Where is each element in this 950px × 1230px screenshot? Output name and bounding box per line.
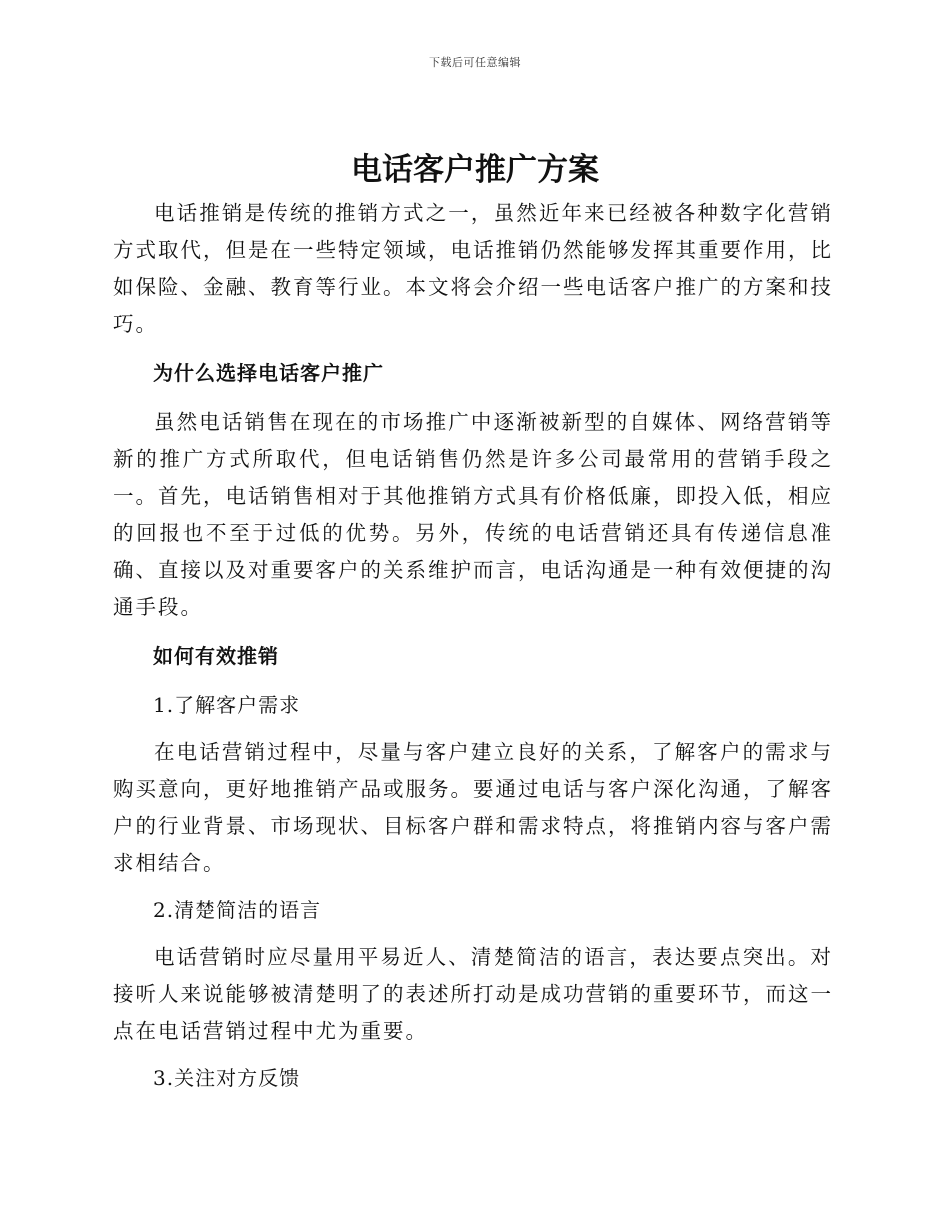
section-heading-why: 为什么选择电话客户推广 <box>153 361 384 385</box>
item-paragraph-2: 电话营销时应尽量用平易近人、清楚简洁的语言，表达要点突出。对接听人来说能够被清楚明了的表述所打动是成功营销的重要环节，而这一点在电话营销过程中尤为重要。 <box>113 945 833 1043</box>
section-heading-how: 如何有效推销 <box>153 644 279 668</box>
document-title: 电话客户推广方案 <box>351 152 599 188</box>
item-title-2: 2.清楚简洁的语言 <box>153 898 322 922</box>
intro-paragraph: 电话推销是传统的推销方式之一，虽然近年来已经被各种数字化营销方式取代，但是在一些特定领域，电话推销仍然能够发挥其重要作用，比如保险、金融、教育等行业。本文将会介绍一些电话客户推广的方案和技巧。 <box>113 201 833 336</box>
document-body <box>113 195 833 1107</box>
section-paragraph-why: 虽然电话销售在现在的市场推广中逐渐被新型的自媒体、网络营销等新的推广方式所取代，但电话销售仍然是许多公司最常用的营销手段之一。首先，电话销售相对于其他推销方式具有价格低廉，即投入低，相应的回报也不至于过低的优势。另外，传统的电话营销还具有传递信息准确、直接以及对重要客户的关系维护而言，电话沟通是一种有效便捷的沟通手段。 <box>113 410 833 619</box>
item-title-1: 1.了解客户需求 <box>153 693 301 717</box>
item-title-3: 3.关注对方反馈 <box>153 1066 301 1090</box>
header-note: 下载后可任意编辑 <box>429 56 521 69</box>
item-paragraph-1: 在电话营销过程中，尽量与客户建立良好的关系，了解客户的需求与购买意向，更好地推销产品或服务。要通过电话与客户深化沟通，了解客户的行业背景、市场现状、目标客户群和需求特点，将推销内容与客户需求相结合。 <box>113 740 833 875</box>
